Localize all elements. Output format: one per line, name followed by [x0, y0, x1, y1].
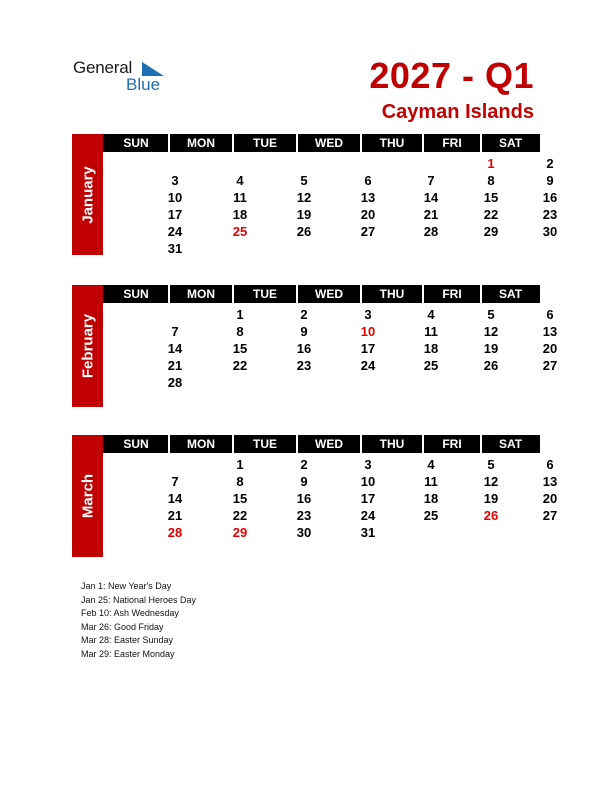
weekday-fri: FRI — [442, 136, 462, 150]
calendar-date: 31 — [360, 525, 376, 540]
weekday-sun: SUN — [123, 437, 149, 451]
calendar-date: 3 — [364, 307, 372, 322]
calendar-date: 27 — [360, 224, 376, 239]
generalblue-logo — [73, 58, 173, 98]
weekday-wed: WED — [315, 287, 343, 301]
calendar-date: 21 — [167, 508, 183, 523]
calendar-date: 30 — [296, 525, 312, 540]
calendar-date: 18 — [423, 341, 439, 356]
calendar-date: 25 — [423, 508, 439, 523]
holiday-note: Mar 26: Good Friday — [81, 621, 164, 632]
weekday-thu: THU — [379, 136, 405, 150]
weekday-tue: TUE — [253, 287, 277, 301]
calendar-date: 8 — [487, 173, 495, 188]
holiday-note: Mar 29: Easter Monday — [81, 648, 175, 659]
calendar-date: 30 — [542, 224, 558, 239]
calendar-date: 7 — [171, 474, 179, 489]
calendar-date: 25 — [423, 358, 439, 373]
calendar-date: 6 — [546, 457, 554, 472]
calendar-date: 27 — [542, 508, 558, 523]
calendar-date: 13 — [542, 474, 558, 489]
calendar-date: 12 — [483, 474, 499, 489]
weekday-header — [103, 285, 540, 303]
calendar-date: 5 — [487, 457, 495, 472]
month-block-february — [72, 285, 558, 407]
calendar-date: 20 — [542, 341, 558, 356]
calendar-date: 2 — [546, 156, 554, 171]
calendar-date: 14 — [167, 341, 183, 356]
weekday-mon: MON — [187, 136, 215, 150]
weekday-tue: TUE — [253, 437, 277, 451]
weekday-fri: FRI — [442, 437, 462, 451]
calendar-date: 23 — [542, 207, 558, 222]
calendar-date: 8 — [236, 474, 244, 489]
calendar-date: 1 — [236, 307, 244, 322]
holiday-note: Feb 10: Ash Wednesday — [81, 608, 179, 619]
calendar-date: 26 — [483, 358, 499, 373]
calendar-date: 17 — [360, 491, 376, 506]
page-title: 2027 - Q1 — [369, 55, 534, 96]
calendar-date: 3 — [364, 457, 372, 472]
weekday-wed: WED — [315, 136, 343, 150]
logo-word-general: General — [73, 58, 133, 77]
month-name: February — [79, 313, 96, 379]
weekday-sun: SUN — [123, 287, 149, 301]
calendar-date: 16 — [296, 341, 312, 356]
holiday-note: Jan 25: National Heroes Day — [81, 594, 197, 605]
calendar-date: 18 — [423, 491, 439, 506]
calendar-date: 5 — [300, 173, 308, 188]
calendar-date: 21 — [167, 358, 183, 373]
weekday-mon: MON — [187, 287, 215, 301]
calendar-date: 22 — [483, 207, 499, 222]
weekday-thu: THU — [379, 287, 405, 301]
month-name: January — [79, 165, 96, 224]
weekday-mon: MON — [187, 437, 215, 451]
logo-word-blue: Blue — [126, 75, 161, 94]
calendar-date: 13 — [360, 190, 376, 205]
holiday-notes — [81, 580, 196, 662]
calendar-date: 27 — [542, 358, 558, 373]
calendar-date: 28 — [423, 224, 439, 239]
calendar-date: 24 — [167, 224, 183, 239]
calendar-date: 11 — [233, 190, 247, 205]
calendar-date: 17 — [360, 341, 376, 356]
weekday-tue: TUE — [253, 136, 277, 150]
holiday-date: 25 — [232, 224, 248, 239]
month-block-january — [72, 134, 558, 256]
calendar-date: 22 — [232, 358, 248, 373]
month-name: March — [79, 473, 96, 519]
country-name: Cayman Islands — [381, 101, 534, 123]
calendar-date: 12 — [483, 324, 499, 339]
calendar-date: 23 — [296, 508, 312, 523]
calendar-date: 2 — [300, 307, 308, 322]
month-label-bar — [72, 134, 103, 255]
holiday-date: 26 — [483, 508, 499, 523]
calendar-date: 2 — [300, 457, 308, 472]
calendar-date: 29 — [483, 224, 499, 239]
calendar-date: 3 — [171, 173, 179, 188]
weekday-thu: THU — [379, 437, 405, 451]
calendar-date: 4 — [427, 307, 435, 322]
calendar-date: 12 — [296, 190, 312, 205]
calendar-date: 13 — [542, 324, 558, 339]
month-label-bar — [72, 285, 103, 407]
holiday-date: 10 — [360, 324, 376, 339]
month-block-march — [72, 435, 558, 557]
calendar-date: 14 — [167, 491, 183, 506]
calendar-date: 19 — [483, 341, 499, 356]
calendar-date: 26 — [296, 224, 312, 239]
calendar-date: 1 — [236, 457, 244, 472]
calendar-date: 19 — [483, 491, 499, 506]
calendar-date: 14 — [423, 190, 439, 205]
calendar-date: 15 — [232, 491, 248, 506]
calendar-date: 22 — [232, 508, 248, 523]
holiday-date: 1 — [487, 156, 495, 171]
calendar-date: 7 — [171, 324, 179, 339]
calendar-date: 23 — [296, 358, 312, 373]
calendar-date: 4 — [236, 173, 244, 188]
weekday-wed: WED — [315, 437, 343, 451]
calendar-date: 20 — [360, 207, 376, 222]
calendar-date: 9 — [300, 474, 308, 489]
calendar-date: 24 — [360, 508, 376, 523]
calendar-date: 20 — [542, 491, 558, 506]
calendar-date: 31 — [167, 241, 183, 256]
calendar-date: 6 — [364, 173, 372, 188]
calendar-date: 10 — [167, 190, 183, 205]
calendar-date: 17 — [167, 207, 183, 222]
calendar-date: 6 — [546, 307, 554, 322]
calendar-date: 16 — [296, 491, 312, 506]
calendar-date: 19 — [296, 207, 312, 222]
weekday-sun: SUN — [123, 136, 149, 150]
calendar-date: 4 — [427, 457, 435, 472]
calendar-date: 21 — [423, 207, 439, 222]
calendar-date: 5 — [487, 307, 495, 322]
calendar-date: 9 — [300, 324, 308, 339]
calendar-date: 7 — [427, 173, 435, 188]
weekday-fri: FRI — [442, 287, 462, 301]
calendar-date: 8 — [236, 324, 244, 339]
calendar-date: 11 — [424, 324, 438, 339]
calendar-date: 11 — [424, 474, 438, 489]
holiday-note: Mar 28: Easter Sunday — [81, 635, 174, 646]
weekday-sat: SAT — [498, 136, 523, 150]
holiday-date: 29 — [232, 525, 248, 540]
weekday-sat: SAT — [498, 287, 523, 301]
calendar-date: 16 — [542, 190, 558, 205]
weekday-sat: SAT — [498, 437, 523, 451]
calendar-date: 15 — [232, 341, 248, 356]
holiday-date: 28 — [167, 525, 183, 540]
calendar-date: 18 — [232, 207, 248, 222]
logo-flag-icon — [142, 62, 164, 76]
calendar-date: 10 — [360, 474, 376, 489]
weekday-header — [103, 134, 540, 152]
calendar-date: 9 — [546, 173, 554, 188]
month-label-bar — [72, 435, 103, 557]
calendar-date: 15 — [483, 190, 499, 205]
holiday-note: Jan 1: New Year's Day — [81, 581, 172, 591]
calendar-date: 28 — [167, 375, 183, 390]
weekday-header — [103, 435, 540, 453]
calendar-date: 24 — [360, 358, 376, 373]
